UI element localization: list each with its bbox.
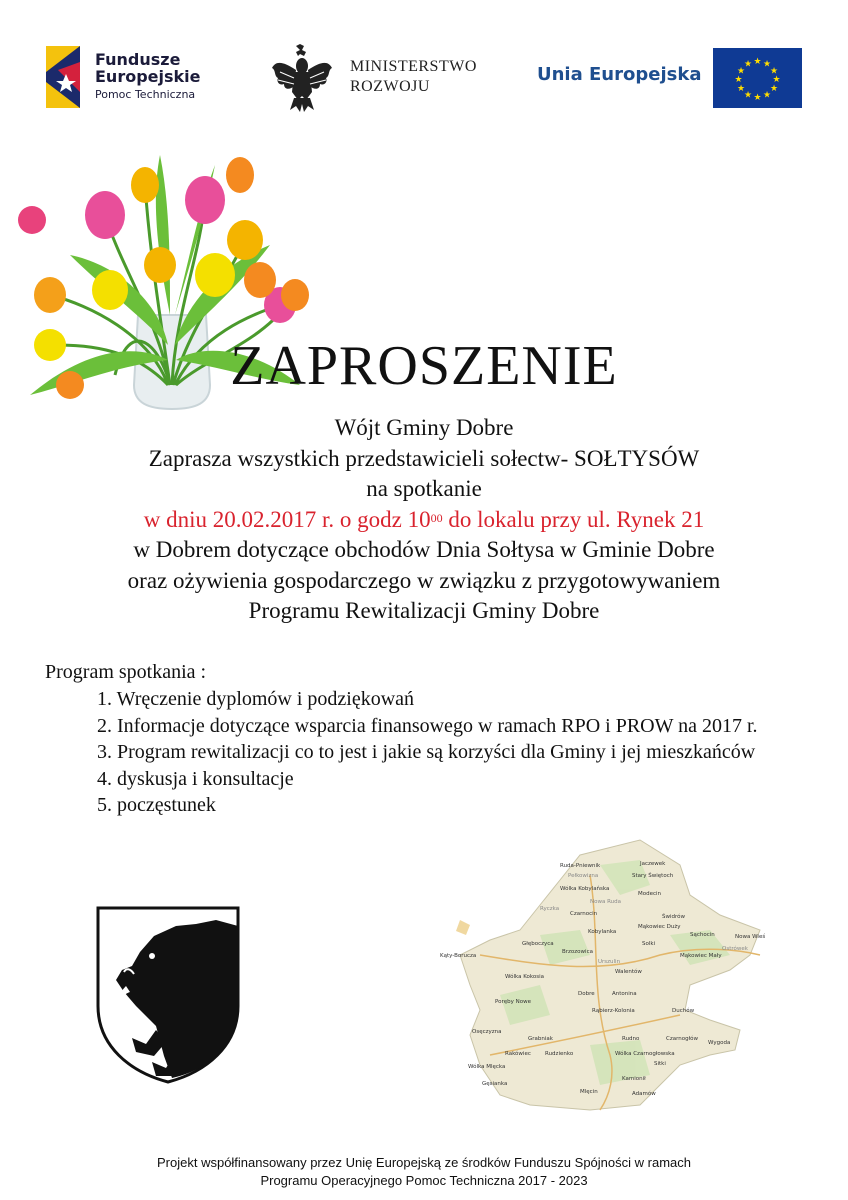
map-place-label: Gęsianka	[482, 1081, 508, 1087]
map-place-label: Głęboczyca	[522, 941, 554, 947]
invitation-title: ZAPROSZENIE	[230, 335, 618, 397]
map-place-label: Wólka Kokosia	[505, 974, 545, 980]
map-place-label: Ruda-Pniewnik	[560, 863, 601, 869]
svg-text:★: ★	[743, 59, 753, 70]
map-place-label: Czarnocin	[570, 911, 598, 917]
map-place-label: Rudzienko	[545, 1051, 574, 1057]
svg-text:★: ★	[772, 75, 781, 85]
map-place-label: Sąchocin	[690, 932, 715, 938]
map-place-label: Rąbierz-Kolonia	[592, 1008, 635, 1014]
map-place-label: Kamionił	[622, 1076, 646, 1082]
map-place-label: Rakówiec	[505, 1051, 531, 1057]
svg-text:★: ★	[736, 66, 746, 77]
map-place-label: Nowa Wieś	[735, 934, 766, 940]
map-place-label: Osęczyzna	[472, 1029, 502, 1035]
gmina-dobre-map	[440, 835, 770, 1115]
program-heading: Program spotkania :	[45, 661, 207, 683]
program-item: 3. Program rewitalizacji co to jest i jakie są korzyści dla Gminy i jej mieszkańców	[97, 741, 756, 763]
svg-text:★: ★	[762, 90, 772, 101]
fe-logo-text	[95, 52, 201, 100]
polish-eagle-emblem	[270, 42, 334, 114]
map-place-label: Urszulin	[598, 959, 621, 965]
map-place-label: Nowa Ruda	[590, 899, 622, 905]
map-place-label: Solki	[642, 941, 656, 947]
invitation-body	[0, 413, 848, 627]
svg-text:★: ★	[769, 84, 779, 94]
date-line-sup: 00	[430, 510, 443, 525]
map-place-label: Walentów	[615, 969, 642, 975]
map-place-label: Dobre	[578, 991, 595, 997]
invitation-line2: Zaprasza wszystkich przedstawicieli sołectw- SOŁTYSÓW	[148, 445, 700, 471]
invitation-line6: oraz ożywienia gospodarczego w związku z przygotowywaniem	[127, 567, 721, 593]
map-place-label: Sitki	[654, 1061, 666, 1067]
map-icon	[440, 835, 770, 1115]
map-place-label: Wygoda	[708, 1040, 731, 1046]
program-item: 2. Informacje dotyczące wsparcia finansowego w ramach RPO i PROW na 2017 r.	[97, 714, 758, 737]
map-place-label: Stary Świętoch	[632, 873, 674, 879]
eu-label: Unia Europejska	[537, 64, 702, 85]
boar-crest-icon	[96, 906, 240, 1084]
map-place-label: Adamów	[632, 1091, 656, 1097]
map-place-label: Grabniak	[528, 1036, 553, 1042]
svg-text:★: ★	[762, 59, 772, 70]
invitation-date-line	[0, 505, 848, 536]
invitation-line7: Programu Rewitalizacji Gminy Dobre	[248, 598, 600, 623]
map-place-label: Mlęcin	[580, 1089, 598, 1095]
map-place-label: Wólka Mlęcka	[468, 1064, 506, 1070]
program-item: 1. Wręczenie dyplomów i podziękowań	[97, 688, 415, 710]
invitation-line3: na spotkanie	[366, 476, 482, 501]
svg-text:★: ★	[769, 66, 779, 77]
map-place-label: Mąkowiec Mały	[680, 953, 722, 959]
map-place-label: Wólka Kobylańska	[560, 886, 610, 892]
svg-text:★: ★	[736, 84, 746, 94]
eu-flag-icon	[713, 48, 802, 108]
map-place-label: Antonina	[612, 991, 637, 997]
program-item: 4. dyskusja i konsultacje	[97, 767, 294, 790]
date-line-post: do lokalu przy ul. Rynek 21	[442, 506, 705, 532]
eu-flag	[713, 48, 802, 108]
map-place-label: Duchów	[672, 1008, 695, 1014]
svg-text:★: ★	[753, 93, 762, 103]
program-list	[97, 686, 758, 819]
map-place-label: Ostrówek	[722, 946, 748, 952]
ministry-text	[350, 57, 477, 97]
map-place-label: Kobylanka	[588, 929, 617, 935]
coat-of-arms-boar	[96, 906, 240, 1084]
svg-text:★: ★	[753, 57, 762, 67]
svg-text:★: ★	[743, 90, 753, 101]
map-place-label: Brzozowica	[562, 949, 593, 955]
map-place-label: Modecin	[638, 891, 662, 897]
invitation-line1: Wójt Gminy Dobre	[334, 415, 514, 440]
fe-logo-line3: Pomoc Techniczna	[95, 87, 196, 101]
ministry-line1: MINISTERSTWO	[350, 58, 477, 75]
footer-line2: Programu Operacyjnego Pomoc Techniczna 2017 - 2023	[260, 1173, 588, 1188]
map-place-label: Jaczewek	[640, 861, 666, 867]
svg-text:★: ★	[734, 75, 743, 85]
map-place-label: Świdrów	[662, 914, 686, 920]
footer-cofinancing-note	[0, 1154, 848, 1190]
map-place-label: Ryczka	[540, 906, 560, 912]
map-place-label: Rudno	[622, 1036, 640, 1042]
invitation-line5: w Dobrem dotyczące obchodów Dnia Sołtysa w Gminie Dobre	[133, 537, 715, 562]
ministry-line2: ROZWOJU	[350, 78, 430, 95]
fe-logo-line1: Fundusze	[95, 50, 181, 69]
map-place-label: Mąkowiec Duży	[638, 924, 681, 930]
footer-line1: Projekt współfinansowany przez Unię Europejską ze środków Funduszu Spójności w ramach	[157, 1155, 691, 1170]
map-place-label: Poręby Nowe	[495, 999, 531, 1005]
date-line-pre: w dniu 20.02.2017 r. o godz 10	[143, 506, 431, 532]
map-place-label: Czarnogłów	[666, 1036, 699, 1042]
eagle-icon	[270, 42, 334, 114]
map-place-label: Wólka Czarnogłowska	[615, 1051, 675, 1057]
map-place-label: Kąty-Borucza	[440, 953, 477, 959]
map-place-label: Pełkowizna	[568, 873, 599, 879]
fe-flag-icon	[44, 42, 90, 112]
program-item: 5. poczęstunek	[97, 794, 216, 816]
fe-logo-line2: Europejskie	[95, 66, 201, 86]
